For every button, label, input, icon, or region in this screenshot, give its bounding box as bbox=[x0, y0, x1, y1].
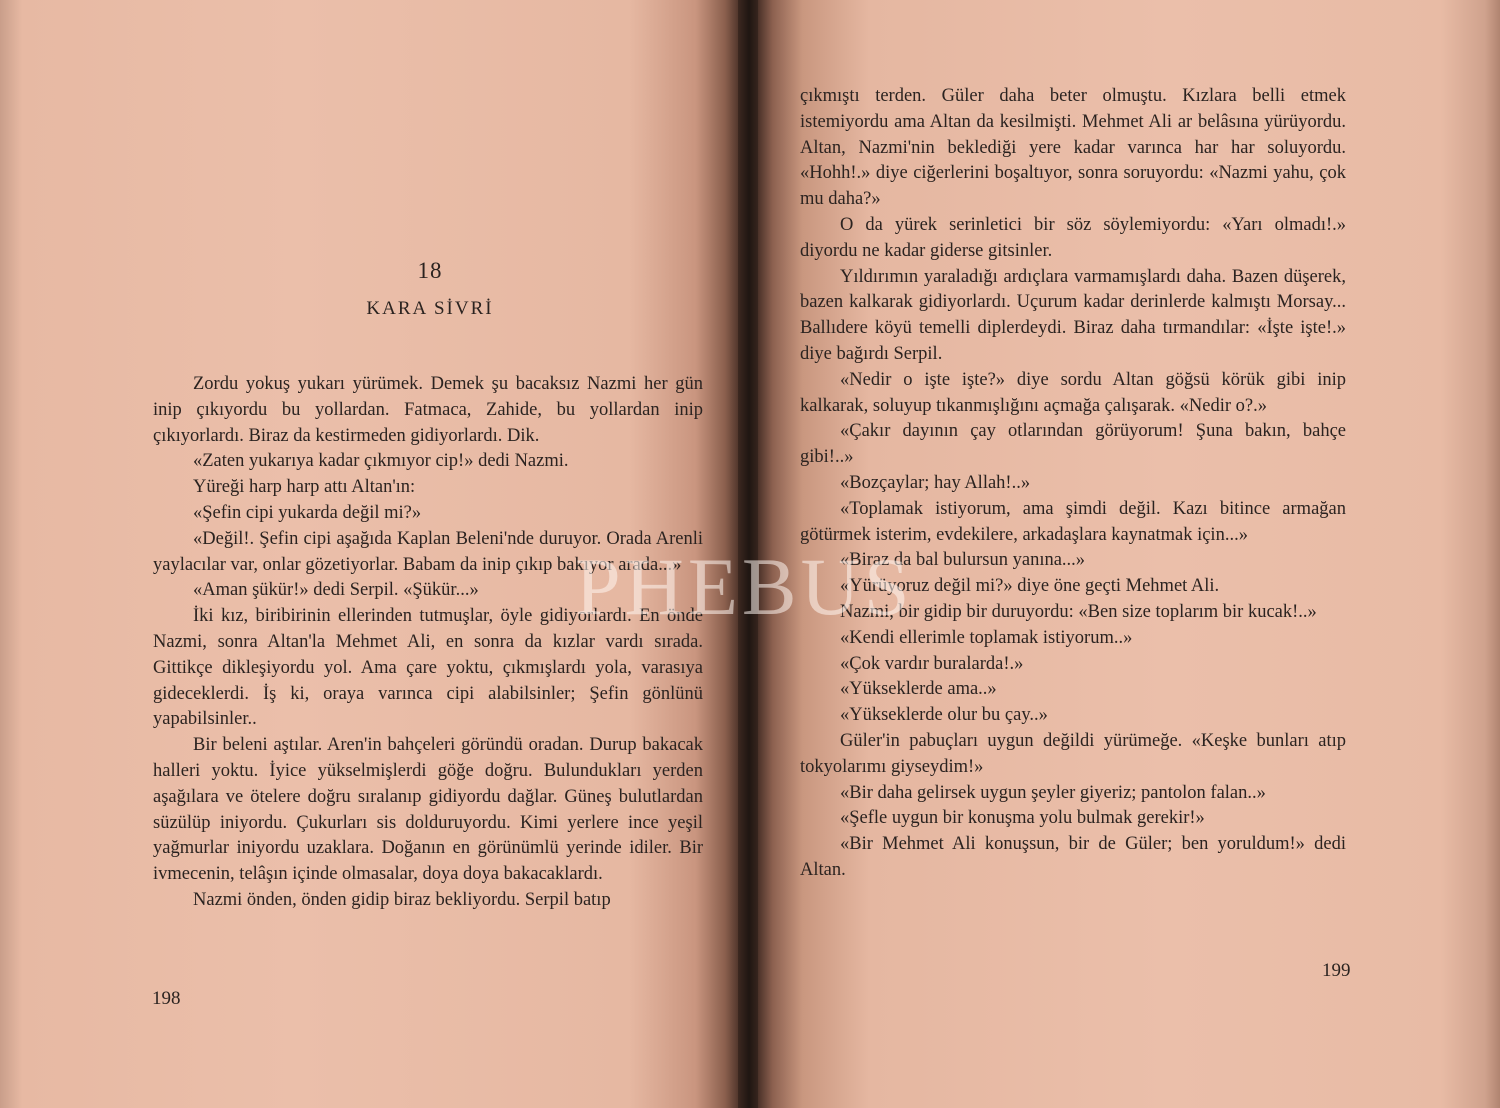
paragraph: «Biraz da bal bulursun yanına...» bbox=[840, 550, 1086, 571]
paragraph: Güler'in pabuçları uygun değildi yürümeğe. «Keşke bunları atıp tokyolarımı giyseydim!» bbox=[800, 730, 1346, 777]
paragraph: Nazmi, bir gidip bir duruyordu: «Ben size toplarım bir kucak!..» bbox=[840, 601, 1317, 622]
paragraph: «Bir daha gelirsek uygun şeyler giyeriz; pantolon falan..» bbox=[840, 782, 1266, 803]
paragraph: «Yükseklerde ama..» bbox=[840, 679, 997, 700]
paragraph: «Kendi ellerimle toplamak istiyorum..» bbox=[840, 627, 1133, 648]
paragraph: «Çok vardır buralarda!.» bbox=[840, 653, 1024, 674]
paragraph: «Aman şükür!» dedi Serpil. «Şükür...» bbox=[193, 580, 479, 601]
paragraph: «Şefle uygun bir konuşma yolu bulmak gerekir!» bbox=[840, 808, 1205, 829]
page-number-left: 198 bbox=[152, 988, 181, 1009]
page-number-right: 199 bbox=[1322, 960, 1351, 981]
paragraph: Zordu yokuş yukarı yürümek. Demek şu bacaksız Nazmi her gün inip çıkıyordu bu yollardan. Fatmaca, Zahide, bu yollardan inip çıkıyorlardı. Biraz da kestirmeden gidiyorlardı. Dik. bbox=[153, 374, 703, 446]
chapter-title: KARA SİVRİ bbox=[366, 298, 494, 319]
chapter-number: 18 bbox=[417, 258, 443, 283]
paragraph: «Çakır dayının çay otlarından görüyorum! Şuna bakın, bahçe gibi!..» bbox=[800, 421, 1346, 468]
paragraph: «Bozçaylar; hay Allah!..» bbox=[840, 472, 1031, 493]
paragraph: «Toplamak istiyorum, ama şimdi değil. Kazı bitince armağan götürmek isterim, evdekilere, arkadaşlara kaynatmak için...» bbox=[800, 498, 1346, 545]
paragraph: «Zaten yukarıya kadar çıkmıyor cip!» dedi Nazmi. bbox=[193, 451, 569, 472]
paragraph: çıkmıştı terden. Güler daha beter olmuştu. Kızlara belli etmek istemiyordu ama Altan da kesilmişti. Mehmet Ali ar belâsına yürüyordu. Altan, Nazmi'nin beklediği yere kadar varınca har har soluyordu. «Hohh!.» diye ciğerlerini boşaltıyor, sonra soruyordu: «Nazmi yahu, çok mu daha?» bbox=[800, 86, 1346, 210]
paragraph: Bir beleni aştılar. Aren'in bahçeleri göründü oradan. Durup bakacak halleri yoktu. İyice yükselmişlerdi göğe doğru. Bulundukları yerden aşağılara ve ötelere doğru sıralanıp gidiyordu dağlar. Güneş bulutlardan süzülüp iniyordu. Çukurları sis dolduruyordu. Kimi yerlere ince yeşil yağmurlar iniyordu uzaklara. Doğanın en görünümlü yerinde idiler. Bir ivmecenin, telâşın içinde olmasalar, doya doya bakacaklardı. bbox=[153, 735, 703, 885]
right-page-body bbox=[800, 84, 1346, 884]
paragraph: «Yürüyoruz değil mi?» diye öne geçti Mehmet Ali. bbox=[840, 576, 1220, 597]
paragraph: «Nedir o işte işte?» diye sordu Altan göğsü körük gibi inip kalkarak, soluyup tıkanmışlığını açmağa çalışarak. «Nedir o?.» bbox=[800, 369, 1346, 416]
paragraph: O da yürek serinletici bir söz söylemiyordu: «Yarı olmadı!.» diyordu ne kadar giderse gitsinler. bbox=[800, 214, 1346, 261]
left-page-body bbox=[153, 372, 703, 914]
paragraph: Yüreği harp harp attı Altan'ın: bbox=[193, 477, 416, 498]
paragraph: Nazmi önden, önden gidip biraz bekliyordu. Serpil batıp bbox=[193, 889, 611, 910]
paragraph: «Değil!. Şefin cipi aşağıda Kaplan Beleni'nde duruyor. Orada Arenli yaylacılar var, onlar gözetiyorlar. Babam da inip çıkıp bakıyor arada...» bbox=[153, 528, 703, 575]
paragraph: «Yükseklerde olur bu çay..» bbox=[840, 705, 1048, 726]
watermark: PHEBUS bbox=[575, 541, 914, 632]
paragraph: «Şefin cipi yukarda değil mi?» bbox=[193, 502, 422, 523]
paragraph: İki kız, biribirinin ellerinden tutmuşlar, öyle gidiyorlardı. En önde Nazmi, sonra Altan'la Mehmet Ali, en sonra da kızlar vardı sırada. Gittikçe dikleşiyordu yol. Ama çare yoktu, çıkmışlardı yola, varasıya gideceklerdi. İş ki, oraya varınca cipi alabilsinler; Şefin gönlünü yapabilsinler.. bbox=[153, 606, 703, 730]
paragraph: Yıldırımın yaraladığı ardıçlara varmamışlardı daha. Bazen düşerek, bazen kalkarak gidiyorlardı. Uçurum kadar derinlerde kalmıştı Morsay... Ballıdere köyü temelli diplerdeydi. Biraz daha tırmandılar: «İşte işte!.» diye bağırdı Serpil. bbox=[800, 266, 1346, 364]
paragraph: «Bir Mehmet Ali konuşsun, bir de Güler; ben yoruldum!» dedi Altan. bbox=[800, 834, 1346, 880]
